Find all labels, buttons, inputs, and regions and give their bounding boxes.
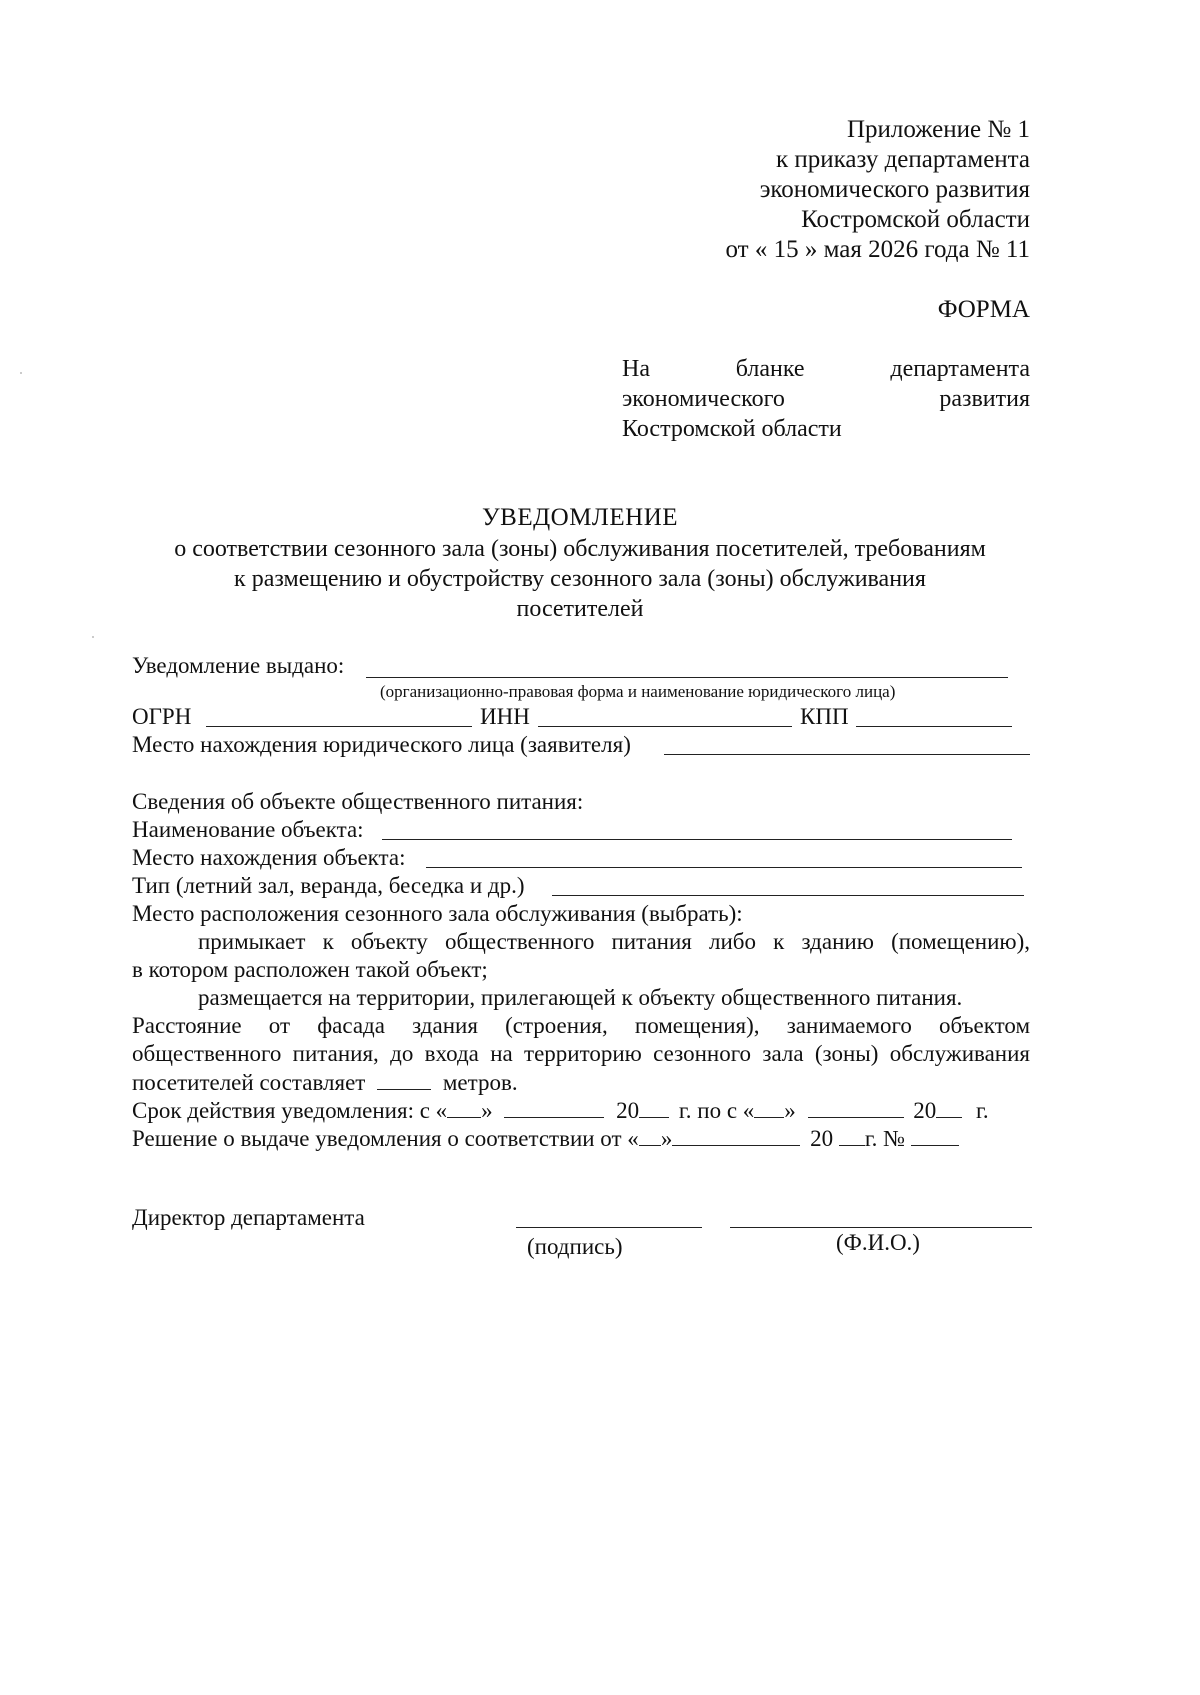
kpp-field[interactable] xyxy=(856,726,1012,727)
placement-option-1[interactable]: примыкает к объекту общественного питания либо к зданию (помещению), xyxy=(198,929,1030,954)
placement-option-2[interactable]: размещается на территории, прилегающей к объекту общественного питания. xyxy=(198,985,963,1010)
signature-field[interactable] xyxy=(516,1227,702,1228)
decision-number-label: г. № xyxy=(864,1126,906,1151)
distance-unit: метров. xyxy=(442,1070,518,1095)
signature-hint: (подпись) xyxy=(527,1234,623,1259)
validity-year-suffix: г. xyxy=(976,1098,989,1123)
document-subtitle-line-1: о соответствии сезонного зала (зоны) обслуживания посетителей, требованиям xyxy=(174,536,986,562)
applicant-location-label: Место нахождения юридического лица (заявителя) xyxy=(132,732,631,757)
validity-to-year-field[interactable] xyxy=(936,1095,962,1118)
document-subtitle-line-2: к размещению и обустройству сезонного зала (зоны) обслуживания xyxy=(234,566,926,592)
scan-speck xyxy=(92,636,94,638)
blank-note-row-3: Костромской области xyxy=(622,416,842,442)
blank-note-word: развития xyxy=(939,386,1030,412)
decision-number-field[interactable] xyxy=(911,1123,959,1146)
validity-quote: » xyxy=(481,1098,493,1123)
validity-year-prefix: 20 xyxy=(913,1098,937,1123)
header-region: Костромской области xyxy=(801,206,1030,233)
decision-label: Решение о выдаче уведомления о соответствии от « xyxy=(132,1126,639,1151)
validity-from-year-field[interactable] xyxy=(639,1095,669,1118)
scan-speck xyxy=(20,372,22,374)
validity-from-month-field[interactable] xyxy=(504,1095,604,1118)
blank-note-row-2 xyxy=(622,383,1030,415)
validity-from-day-field[interactable] xyxy=(447,1095,481,1118)
blank-note-word: департамента xyxy=(890,356,1030,382)
document-title: УВЕДОМЛЕНИЕ xyxy=(481,504,679,531)
ogrn-field[interactable] xyxy=(206,726,472,727)
distance-text-line-1: Расстояние от фасада здания (строения, помещения), занимаемого объектом xyxy=(132,1013,1030,1038)
issued-to-field[interactable] xyxy=(366,677,1008,678)
blank-note-word: На xyxy=(622,356,650,382)
object-type-field[interactable] xyxy=(552,895,1024,896)
issued-to-label: Уведомление выдано: xyxy=(132,653,345,678)
ogrn-label: ОГРН xyxy=(132,704,192,729)
object-info-heading: Сведения об объекте общественного питания: xyxy=(132,789,584,814)
header-order-ref: к приказу департамента xyxy=(775,146,1030,173)
object-name-label: Наименование объекта: xyxy=(132,817,364,842)
header-appendix-number: Приложение № 1 xyxy=(846,116,1030,143)
inn-field[interactable] xyxy=(538,726,792,727)
kpp-label: КПП xyxy=(800,704,849,729)
applicant-location-field[interactable] xyxy=(664,754,1030,755)
blank-note-row-1 xyxy=(622,353,1030,385)
object-location-field[interactable] xyxy=(426,867,1022,868)
validity-to-label: г. по с « xyxy=(678,1098,755,1123)
validity-year-prefix: 20 xyxy=(616,1098,640,1123)
validity-line xyxy=(132,1095,989,1126)
validity-label: Срок действия уведомления: с « xyxy=(132,1098,448,1123)
decision-year-prefix: 20 xyxy=(810,1126,834,1151)
inn-label: ИНН xyxy=(480,704,530,729)
blank-note-word: бланке xyxy=(735,356,805,382)
object-name-field[interactable] xyxy=(382,839,1012,840)
distance-field[interactable] xyxy=(377,1067,431,1090)
document-subtitle-line-3: посетителей xyxy=(516,596,644,622)
full-name-hint: (Ф.И.О.) xyxy=(836,1230,920,1255)
object-location-label: Место нахождения объекта: xyxy=(132,845,406,870)
blank-note-word: экономического xyxy=(622,386,785,412)
director-position: Директор департамента xyxy=(132,1205,365,1230)
distance-text-line-3 xyxy=(132,1067,518,1098)
issued-to-hint: (организационно-правовая форма и наименование юридического лица) xyxy=(380,682,896,701)
distance-label: посетителей составляет xyxy=(132,1070,366,1095)
decision-day-field[interactable] xyxy=(639,1123,661,1146)
header-order-date: от « 15 » мая 2026 года № 11 xyxy=(725,236,1030,263)
validity-quote: » xyxy=(784,1098,796,1123)
form-label: ФОРМА xyxy=(937,296,1030,323)
decision-month-field[interactable] xyxy=(672,1123,800,1146)
validity-to-day-field[interactable] xyxy=(754,1095,784,1118)
decision-quote: » xyxy=(660,1126,673,1151)
decision-line xyxy=(132,1123,959,1154)
decision-year-field[interactable] xyxy=(839,1123,865,1146)
placement-option-1-cont: в котором расположен такой объект; xyxy=(132,957,488,982)
distance-text-line-2: общественного питания, до входа на территорию сезонного зала (зоны) обслуживания xyxy=(132,1041,1030,1066)
header-department: экономического развития xyxy=(759,176,1030,203)
placement-label: Место расположения сезонного зала обслуживания (выбрать): xyxy=(132,901,743,926)
object-type-label: Тип (летний зал, веранда, беседка и др.) xyxy=(132,873,525,898)
validity-to-month-field[interactable] xyxy=(808,1095,904,1118)
